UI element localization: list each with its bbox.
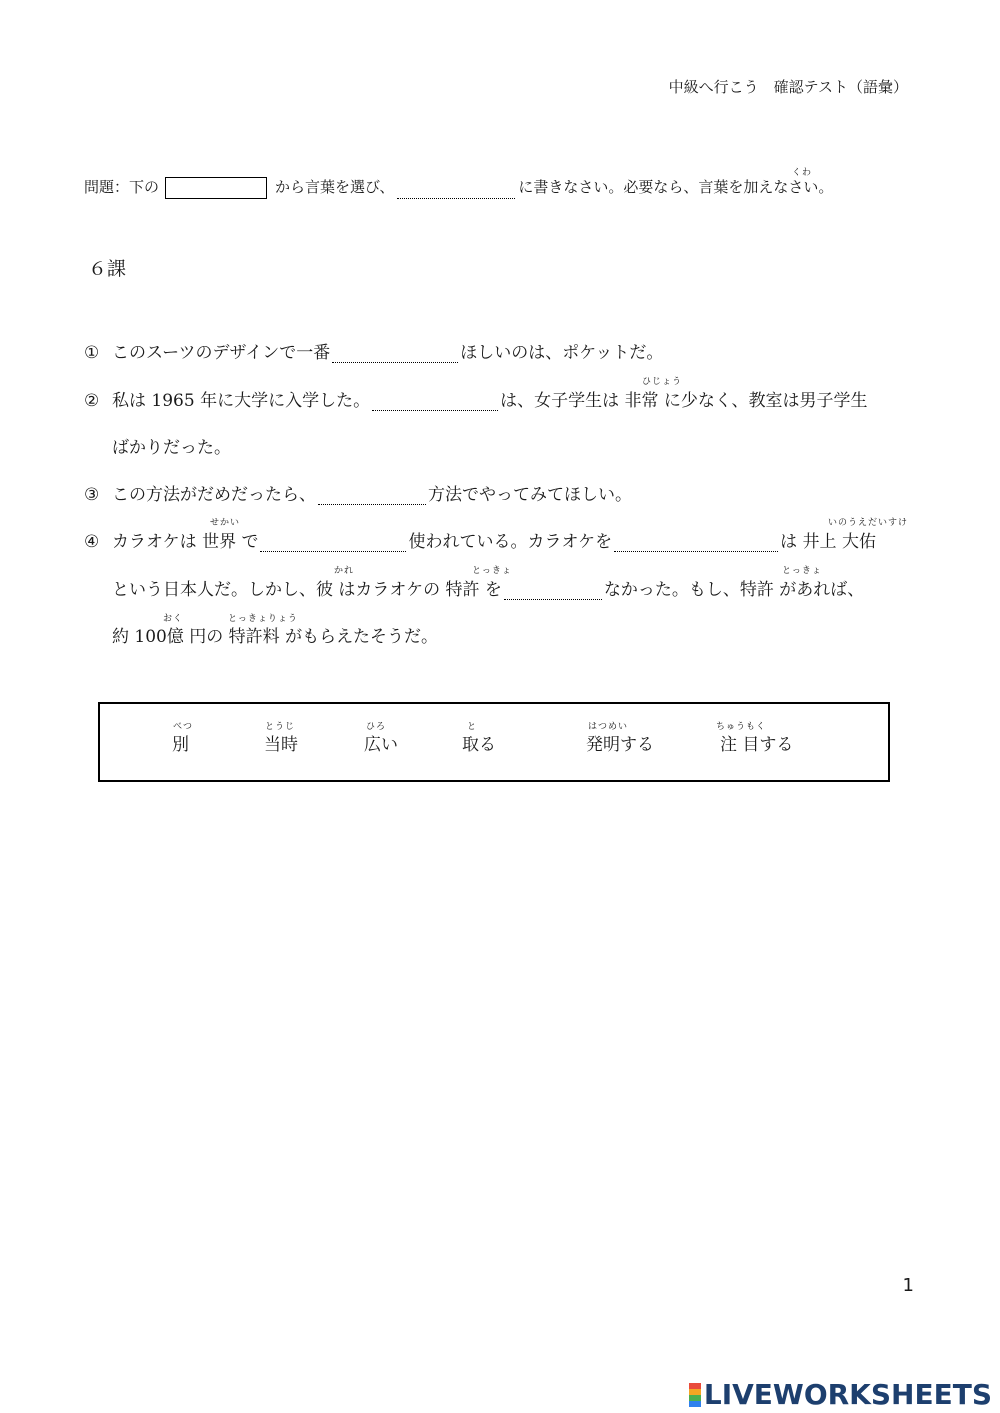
furigana-hijou: ひじょう bbox=[642, 377, 683, 387]
answer-blank-4a[interactable] bbox=[260, 537, 406, 552]
question-text: この方法がだめだったら、 bbox=[112, 485, 316, 505]
liveworksheets-logo[interactable] bbox=[689, 1378, 992, 1411]
page-number: 1 bbox=[902, 1275, 914, 1296]
furigana-oku: おく bbox=[163, 614, 184, 624]
word-bank-hiroi: 広い bbox=[364, 735, 398, 755]
question-3 bbox=[84, 480, 632, 505]
question-text: ほしいのは、ポケットだ。 bbox=[460, 343, 664, 363]
answer-blank-4b[interactable] bbox=[614, 537, 778, 552]
question-text: という日本人だ。しかし、彼 はカラオケの 特許 を bbox=[112, 580, 502, 600]
instruction-text-1: 問題：下の bbox=[84, 178, 160, 196]
question-text: 方法でやってみてほしい。 bbox=[428, 485, 632, 505]
logo-icon bbox=[689, 1383, 701, 1407]
furigana-tokkyo: とっきょ bbox=[472, 566, 512, 576]
question-text: カラオケは 世界 で bbox=[112, 532, 259, 552]
furigana-tokkyo: とっきょ bbox=[782, 566, 822, 576]
answer-blank-3[interactable] bbox=[318, 490, 426, 505]
question-text: は 井上 大佑 bbox=[780, 532, 876, 552]
question-text: なかった。もし、特許 があれば、 bbox=[603, 580, 865, 600]
question-1 bbox=[84, 338, 663, 363]
word-box-sample bbox=[165, 177, 267, 199]
word-bank-betsu: 別 bbox=[172, 735, 189, 755]
furigana-to: と bbox=[467, 722, 478, 732]
answer-blank-4c[interactable] bbox=[504, 585, 602, 600]
question-text: 私は 1965 年に大学に入学した。 bbox=[112, 391, 371, 411]
furigana-hiro: ひろ bbox=[366, 722, 387, 732]
furigana-tokkyoryou: とっきょりょう bbox=[228, 614, 298, 624]
lesson-title: ６課 bbox=[88, 258, 127, 280]
question-number: ① bbox=[84, 343, 100, 363]
instruction-line bbox=[84, 176, 833, 199]
furigana-inoue-daisuke: いのうえだいすけ bbox=[828, 518, 909, 528]
furigana-betsu: べつ bbox=[173, 722, 194, 732]
furigana-chuumoku: ちゅうもく bbox=[716, 722, 767, 732]
question-4-line-3: 約 100億 円の 特許料 がもらえたそうだ。 bbox=[112, 627, 439, 647]
question-number: ④ bbox=[84, 532, 100, 552]
word-bank-touji: 当時 bbox=[264, 735, 298, 755]
furigana-kare: かれ bbox=[334, 566, 355, 576]
word-bank-toru: 取る bbox=[462, 735, 496, 755]
furigana-hatsumei: はつめい bbox=[588, 722, 629, 732]
question-text: は、女子学生は 非常 に少なく、教室は男子学生 bbox=[500, 391, 868, 411]
question-text: このスーツのデザインで一番 bbox=[112, 343, 331, 363]
logo-text: LIVEWORKSHEETS bbox=[703, 1378, 992, 1411]
word-bank-hatsumei-suru: 発明する bbox=[586, 735, 654, 755]
dotted-line-sample bbox=[397, 184, 515, 199]
question-text: 使われている。カラオケを bbox=[408, 532, 613, 552]
furigana-touji: とうじ bbox=[265, 722, 296, 732]
question-number: ② bbox=[84, 391, 100, 411]
furigana-kuwa: くわ bbox=[792, 168, 813, 178]
question-4-line-2 bbox=[112, 575, 864, 600]
answer-blank-2[interactable] bbox=[372, 396, 498, 411]
furigana-sekai: せかい bbox=[210, 518, 241, 528]
question-2-continued: ばかりだった。 bbox=[112, 438, 231, 458]
question-number: ③ bbox=[84, 485, 100, 505]
word-bank-chuumoku-suru: 注 目する bbox=[720, 735, 794, 755]
answer-blank-1[interactable] bbox=[332, 348, 458, 363]
document-header-title: 中級へ行こう 確認テスト（語彙） bbox=[668, 78, 908, 96]
question-2 bbox=[84, 386, 868, 411]
question-4 bbox=[84, 527, 876, 552]
instruction-text-3: に書きなさい。必要なら、言葉を加えなさい。 bbox=[518, 178, 834, 196]
instruction-text-2: から言葉を選び、 bbox=[275, 178, 395, 196]
